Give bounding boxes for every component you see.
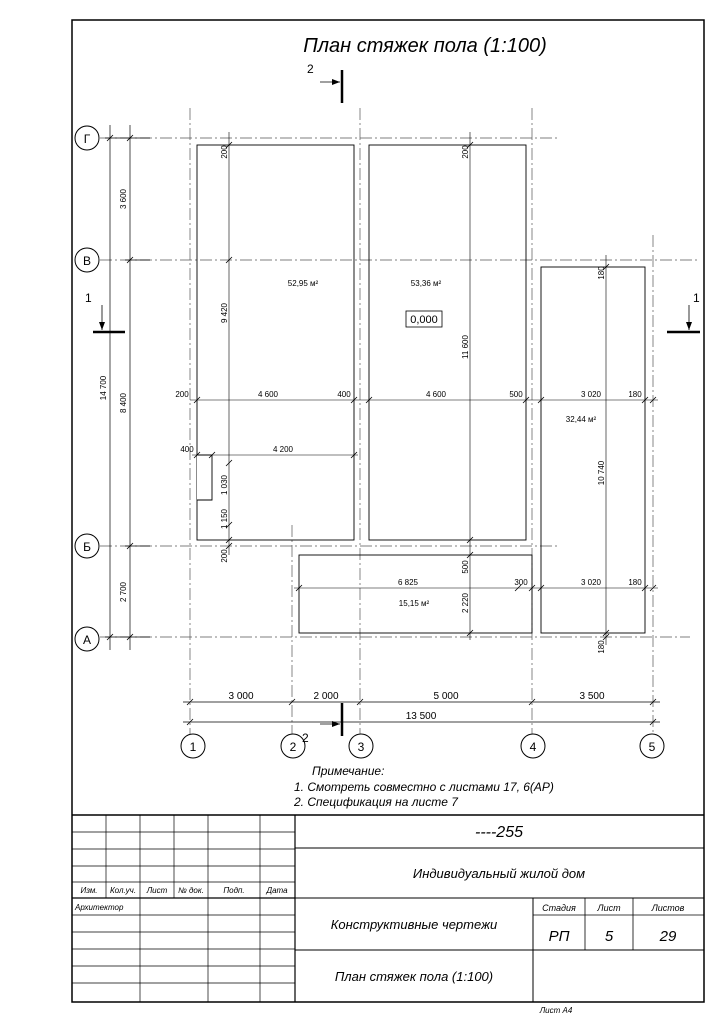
svg-text:1: 1 [85, 291, 92, 305]
section-mark-right [667, 291, 700, 332]
dim-upper-400: 400 [337, 390, 351, 399]
svg-text:№ док.: № док. [178, 886, 204, 895]
section-mark-left [85, 291, 125, 332]
dim-v-room2-2220: 2 220 [461, 592, 470, 614]
svg-text:Подп.: Подп. [223, 886, 245, 895]
dim-v-room2-total: 11 600 [461, 335, 470, 359]
dim-upper-4600b: 4 600 [425, 390, 447, 399]
dim-bottom-2000: 2 000 [313, 691, 339, 702]
stage-label: Стадия [542, 903, 576, 913]
svg-text:2: 2 [307, 62, 314, 76]
dim-mid-4200: 4 200 [272, 445, 294, 454]
dim-lower-180: 180 [628, 578, 642, 587]
svg-text:2: 2 [289, 740, 297, 754]
level-mark: 0,000 [410, 314, 438, 326]
svg-text:1: 1 [693, 291, 700, 305]
dim-lower-300: 300 [514, 578, 528, 587]
svg-text:А: А [82, 633, 92, 647]
section-mark-bottom [302, 703, 342, 745]
dim-v-room2-top: 200 [461, 145, 470, 159]
area-room-1: 52,95 м² [287, 279, 319, 288]
room-4-outline [299, 555, 532, 633]
dim-bottom-5000: 5 000 [433, 691, 459, 702]
sheet-frame [72, 20, 704, 1002]
room-1-notch [197, 455, 212, 500]
dim-upper-180: 180 [628, 390, 642, 399]
vertical-dimension-lines [226, 132, 609, 645]
svg-text:Изм.: Изм. [80, 886, 98, 895]
section-mark-top [307, 62, 342, 103]
dim-v-room1-1150: 1 150 [220, 508, 229, 530]
sheet-value: 5 [604, 928, 614, 945]
dim-left-8400: 8 400 [119, 392, 128, 414]
sheets-label: Листов [651, 903, 685, 913]
svg-text:4: 4 [529, 740, 537, 754]
column-axis-markers [181, 734, 664, 758]
svg-text:5: 5 [648, 740, 656, 754]
room-2-outline [369, 145, 526, 540]
dim-lower-3020: 3 020 [580, 578, 602, 587]
notes-heading: Примечание: [312, 764, 385, 778]
svg-text:3: 3 [357, 740, 365, 754]
drawing-title: План стяжек пола (1:100) [303, 35, 547, 57]
lower-dimension-line [294, 585, 658, 591]
svg-text:1: 1 [189, 740, 197, 754]
dim-v-room1-total: 9 420 [220, 302, 229, 324]
svg-text:Дата: Дата [266, 886, 288, 895]
dim-bottom-3000: 3 000 [228, 691, 254, 702]
sheet-label: Лист [597, 903, 621, 913]
dim-left-3600: 3 600 [119, 188, 128, 210]
dim-v-room3-top: 180 [597, 266, 606, 280]
svg-text:2: 2 [302, 731, 309, 745]
row-axis-markers [75, 126, 99, 651]
sheets-value: 29 [659, 928, 677, 945]
svg-text:Лист: Лист [146, 886, 168, 895]
axis-grid [100, 108, 700, 735]
dim-upper-200: 200 [175, 390, 189, 399]
dim-v-room3-total: 10 740 [597, 460, 606, 486]
dim-v-room3-bottom: 180 [597, 640, 606, 654]
svg-text:Г: Г [83, 132, 91, 146]
dim-left-outer: 14 700 [99, 375, 108, 401]
svg-text:Кол.уч.: Кол.уч. [109, 886, 137, 895]
dim-v-room1-1030: 1 030 [220, 474, 229, 496]
area-room-2: 53,36 м² [410, 279, 442, 288]
title-block-project: Индивидуальный жилой дом [412, 866, 586, 881]
svg-text:Б: Б [83, 540, 91, 554]
dim-lower-6825: 6 825 [397, 578, 419, 587]
svg-text:В: В [82, 254, 92, 268]
dim-v-room2-500: 500 [461, 560, 470, 574]
dim-upper-500: 500 [509, 390, 523, 399]
title-block-sheet-name: План стяжек пола (1:100) [334, 969, 494, 984]
area-room-3: 32,44 м² [565, 415, 597, 424]
title-block-section: Конструктивные чертежи [330, 917, 498, 932]
screed-outlines [197, 145, 645, 633]
note-1: 1. Смотреть совместно с листами 17, 6(АР) [294, 780, 554, 794]
dim-bottom-3500: 3 500 [579, 691, 605, 702]
sheet-format: Лист А4 [539, 1006, 573, 1015]
note-2: 2. Спецификация на листе 7 [294, 795, 458, 809]
title-block-code: ----255 [474, 824, 524, 841]
dim-left-2700: 2 700 [119, 581, 128, 603]
stage-value: РП [548, 928, 570, 945]
dim-mid-400: 400 [180, 445, 194, 454]
dim-v-room1-top: 200 [220, 145, 229, 159]
area-room-4: 15,15 м² [398, 599, 430, 608]
dim-bottom-total: 13 500 [405, 711, 437, 722]
svg-text:Архитектор: Архитектор [75, 903, 124, 912]
dim-v-room1-bottom: 200 [220, 549, 229, 563]
dim-upper-3020: 3 020 [580, 390, 602, 399]
dim-upper-4600a: 4 600 [257, 390, 279, 399]
